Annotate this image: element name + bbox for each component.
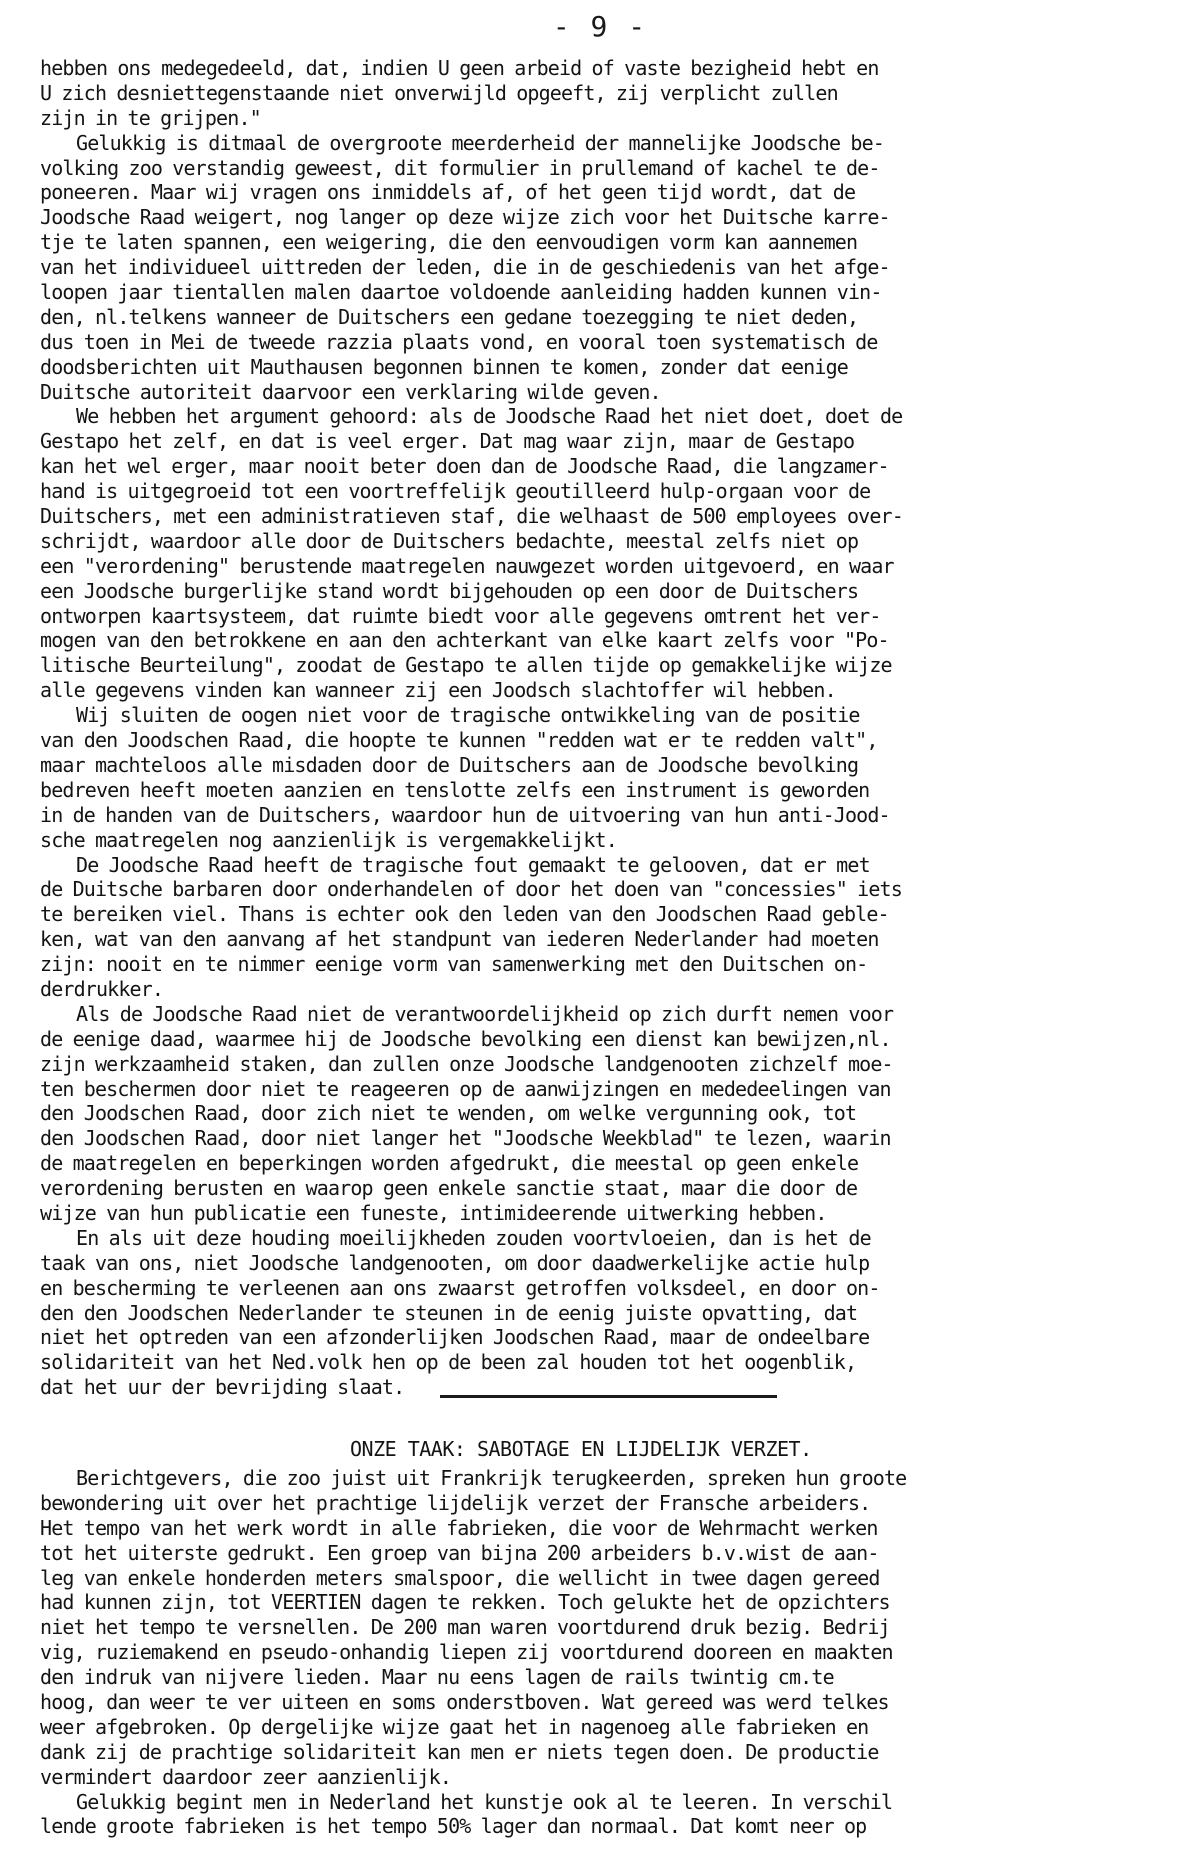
text-line: en bescherming te verleenen aan ons zwaarst getroffen volksdeel, en door on- xyxy=(40,1275,880,1300)
text-line: den den Joodschen Nederlander te steunen in de eenig juiste opvatting, dat xyxy=(40,1300,858,1325)
text-line: een "verordening" berustende maatregelen nauwgezet worden uitgevoerd, en waar xyxy=(40,553,894,578)
text-line: Joodsche Raad weigert, nog langer op deze wijze zich voor het Duitsche karre- xyxy=(40,205,890,230)
text-line: de Duitsche barbaren door onderhandelen of door het doen van "concessies" iets xyxy=(40,877,902,902)
text-line: vig, ruziemakend en pseudo-onhandig liepen zij voortdurend dooreen en maakten xyxy=(40,1640,893,1665)
text-line: Gestapo het zelf, en dat is veel erger. Dat mag waar zijn, maar de Gestapo xyxy=(40,429,855,454)
text-line: U zich desniettegenstaande niet onverwijld opgeeft, zij verplicht zullen xyxy=(40,80,838,105)
text-line: niet het optreden van een afzonderlijken Joodschen Raad, maar de ondeelbare xyxy=(40,1325,870,1350)
text-line: leg van enkele honderden meters smalspoor, die wellicht in twee dagen gereed xyxy=(40,1565,880,1590)
text-line: den Joodschen Raad, door niet langer het "Joodsche Weekblad" te lezen, waarin xyxy=(40,1126,891,1151)
text-line: maar machteloos alle misdaden door de Duitschers aan de Joodsche bevolking xyxy=(40,752,859,777)
text-line: bewondering uit over het prachtige lijdelijk verzet der Fransche arbeiders. xyxy=(40,1490,871,1515)
text-line: de maatregelen en beperkingen worden afgedrukt, die meestal op geen enkele xyxy=(40,1151,859,1176)
text-line: zijn: nooit en te nimmer eenige vorm van samenwerking met den Duitschen on- xyxy=(40,952,868,977)
text-line: den indruk van nijvere lieden. Maar nu eens lagen de rails twintig cm.te xyxy=(40,1665,834,1690)
section-1-text xyxy=(40,56,1190,1400)
text-line: lende groote fabrieken is het tempo 50% lager dan normaal. Dat komt neer op xyxy=(40,1814,867,1839)
text-line: verordening berusten en waarop geen enkele sanctie staat, maar die door de xyxy=(40,1176,858,1201)
text-line: dat het uur der bevrijding slaat. xyxy=(40,1375,405,1400)
text-line: niet het tempo te versnellen. De 200 man waren voortdurend druk bezig. Bedrij xyxy=(40,1615,890,1640)
text-line: te bereiken viel. Thans is echter ook den leden van den Joodschen Raad geble- xyxy=(40,902,889,927)
section-divider xyxy=(440,1395,777,1398)
text-line: solidariteit van het Ned.volk hen op de been zal houden tot het oogenblik, xyxy=(40,1350,857,1375)
text-line: Het tempo van het werk wordt in alle fabrieken, die voor de Wehrmacht werken xyxy=(40,1515,878,1540)
text-line: van het individueel uittreden der leden, die in de geschiedenis van het afge- xyxy=(40,255,890,280)
text-line: ken, wat van den aanvang af het standpunt van iederen Nederlander had moeten xyxy=(40,927,879,952)
text-line: Gelukkig is ditmaal de overgroote meerderheid der mannelijke Joodsche be- xyxy=(76,130,884,155)
page-number: - 9 - xyxy=(552,10,648,43)
text-line: hoog, dan weer te ver uiteen en soms onderstboven. Wat gereed was werd telkes xyxy=(40,1690,889,1715)
text-line: hebben ons medegedeeld, dat, indien U geen arbeid of vaste bezigheid hebt en xyxy=(40,56,879,80)
text-line: mogen van den betrokkene en aan den achterkant van elke kaart zelfs voor "Po- xyxy=(40,628,889,653)
text-line: een Joodsche burgerlijke stand wordt bijgehouden op een door de Duitschers xyxy=(40,578,859,603)
text-line: vermindert daardoor zeer aanzienlijk. xyxy=(40,1764,452,1789)
text-line: ten beschermen door niet te reageeren op de aanwijzingen en mededeelingen van xyxy=(40,1076,891,1101)
text-line: taak van ons, niet Joodsche landgenooten, om door daadwerkelijke actie hulp xyxy=(40,1250,870,1275)
text-line: de eenige daad, waarmee hij de Joodsche bevolking een dienst kan bewijzen,nl. xyxy=(40,1026,891,1051)
text-line: zijn in te grijpen." xyxy=(40,105,261,130)
text-line: Gelukkig begint men in Nederland het kunstje ook al te leeren. In verschil xyxy=(76,1789,893,1814)
section-2-text xyxy=(40,1466,1190,1839)
text-line: Berichtgevers, die zoo juist uit Frankrijk terugkeerden, spreken hun groote xyxy=(76,1466,907,1490)
text-line: sche maatregelen nog aanzienlijk is vergemakkelijkt. xyxy=(40,827,617,852)
text-line: in de handen van de Duitschers, waardoor hun de uitvoering van hun anti-Jood- xyxy=(40,802,890,827)
text-line: had kunnen zijn, tot VEERTIEN dagen te rekken. Toch gelukte het de opzichters xyxy=(40,1590,890,1615)
text-line: kan het wel erger, maar nooit beter doen dan de Joodsche Raad, die langzamer- xyxy=(40,454,889,479)
text-line: van den Joodschen Raad, die hoopte te kunnen "redden wat er te redden valt", xyxy=(40,728,878,753)
text-line: De Joodsche Raad heeft de tragische fout gemaakt te gelooven, dat er met xyxy=(76,852,870,877)
text-line: wijze van hun publicatie een funeste, intimideerende uitwerking hebben. xyxy=(40,1200,827,1225)
text-line: Als de Joodsche Raad niet de verantwoordelijkheid op zich durft nemen voor xyxy=(76,1001,894,1026)
text-line: Wij sluiten de oogen niet voor de tragische ontwikkeling van de positie xyxy=(76,703,860,728)
text-line: derdrukker. xyxy=(40,976,164,1001)
text-line: En als uit deze houding moeilijkheden zouden voortvloeien, dan is het de xyxy=(76,1225,871,1250)
text-line: litische Beurteilung", zoodat de Gestapo te allen tijde op gemakkelijke wijze xyxy=(40,653,892,678)
text-line: bedreven heeft moeten aanzien en tenslotte zelfs een instrument is geworden xyxy=(40,777,870,802)
text-line: Duitschers, met een administratieven staf, die welhaast de 500 employees over- xyxy=(40,504,903,529)
text-line: weer afgebroken. Op dergelijke wijze gaat het in nagenoeg alle fabrieken en xyxy=(40,1714,869,1739)
section-heading: ONZE TAAK: SABOTAGE EN LIJDELIJK VERZET. xyxy=(350,1437,812,1461)
text-line: loopen jaar tientallen malen daartoe voldoende aanleiding hadden kunnen vin- xyxy=(40,280,882,305)
text-line: zijn werkzaamheid staken, dan zullen onze Joodsche landgenooten zichzelf moe- xyxy=(40,1051,893,1076)
text-line: Duitsche autoriteit daarvoor een verklaring wilde geven. xyxy=(40,379,661,404)
text-line: dus toen in Mei de tweede razzia plaats vond, en vooral toen systematisch de xyxy=(40,329,878,354)
text-line: alle gegevens vinden kan wanneer zij een Joodsch slachtoffer wil hebben. xyxy=(40,678,836,703)
text-line: dank zij de prachtige solidariteit kan men er niets tegen doen. De productie xyxy=(40,1739,879,1764)
text-line: hand is uitgegroeid tot een voortreffelijk geoutilleerd hulp-orgaan voor de xyxy=(40,479,871,504)
text-line: tot het uiterste gedrukt. Een groep van bijna 200 arbeiders b.v.wist de aan- xyxy=(40,1540,879,1565)
text-line: ontworpen kaartsysteem, dat ruimte biedt voor alle gegevens omtrent het ver- xyxy=(40,603,881,628)
text-line: schrijdt, waardoor alle door de Duitschers bedachte, meestal zelfs niet op xyxy=(40,528,859,553)
text-line: doodsberichten uit Mauthausen begonnen binnen te komen, zonder dat eenige xyxy=(40,354,848,379)
text-line: den Joodschen Raad, door zich niet te wenden, om welke vergunning ook, tot xyxy=(40,1101,857,1126)
text-line: den, nl.telkens wanneer de Duitschers een gedane toezegging te niet deden, xyxy=(40,304,859,329)
text-line: poneeren. Maar wij vragen ons inmiddels af, of het geen tijd wordt, dat de xyxy=(40,180,856,205)
text-line: tje te laten spannen, een weigering, die den eenvoudigen vorm kan aannemen xyxy=(40,230,858,255)
text-line: We hebben het argument gehoord: als de Joodsche Raad het niet doet, doet de xyxy=(76,404,903,429)
text-line: volking zoo verstandig geweest, dit formulier in prullemand of kachel te de- xyxy=(40,155,880,180)
